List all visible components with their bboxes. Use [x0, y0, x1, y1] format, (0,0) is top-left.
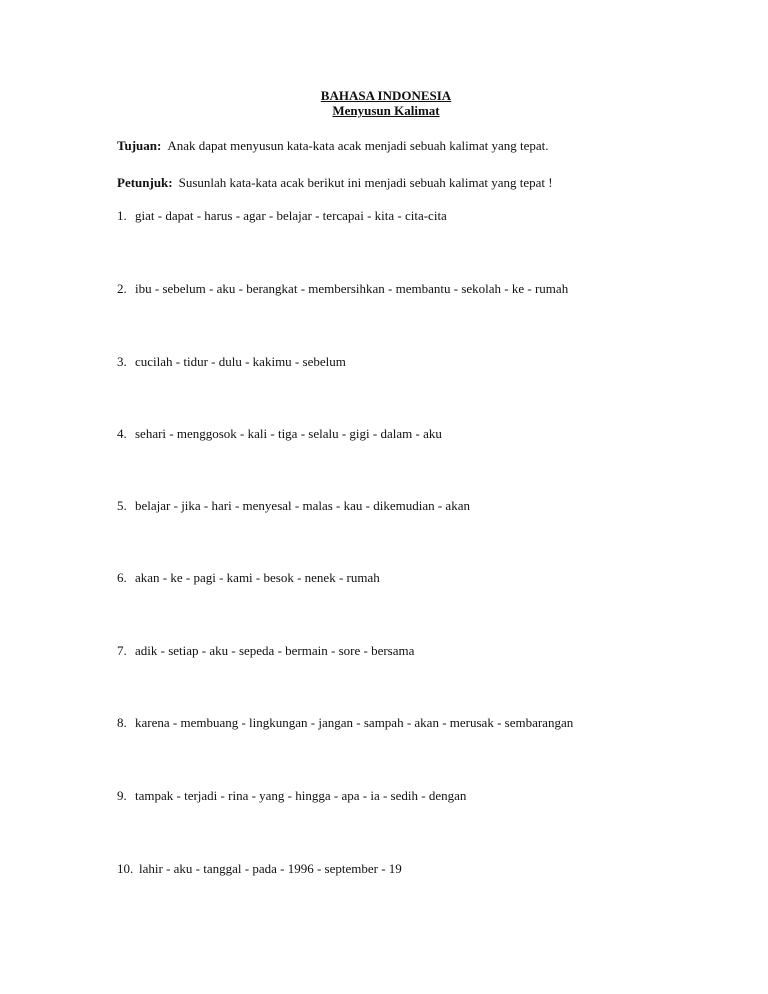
list-item	[117, 208, 447, 223]
item-number: 1.	[117, 208, 127, 223]
document-subtitle: Menyusun Kalimat	[332, 103, 440, 118]
petunjuk-text: Susunlah kata-kata acak berikut ini menjadi sebuah kalimat yang tepat !	[178, 175, 553, 190]
item-words: tampak - terjadi - rina - yang - hingga - apa - ia - sedih - dengan	[135, 788, 467, 803]
item-number: 7.	[117, 643, 127, 658]
list-item	[117, 788, 466, 803]
item-number: 2.	[117, 281, 127, 296]
item-words: adik - setiap - aku - sepeda - bermain - sore - bersama	[135, 643, 415, 658]
item-number: 10.	[117, 861, 134, 876]
list-item	[117, 715, 573, 730]
document-title: BAHASA INDONESIA	[320, 88, 452, 103]
list-item	[117, 426, 442, 441]
item-number: 6.	[117, 570, 127, 585]
item-number: 4.	[117, 426, 127, 441]
tujuan-label: Tujuan:	[117, 138, 162, 153]
list-item	[117, 643, 414, 658]
item-number: 5.	[117, 498, 127, 513]
list-item	[117, 281, 568, 296]
petunjuk-line	[117, 175, 553, 190]
list-item	[117, 570, 380, 585]
item-words: karena - membuang - lingkungan - jangan - sampah - akan - merusak - sembarangan	[135, 715, 574, 730]
item-words: sehari - menggosok - kali - tiga - selalu - gigi - dalam - aku	[135, 426, 442, 441]
item-number: 9.	[117, 788, 127, 803]
list-item	[117, 354, 346, 369]
list-item	[117, 861, 402, 876]
item-words: belajar - jika - hari - menyesal - malas - kau - dikemudian - akan	[135, 498, 470, 513]
petunjuk-label: Petunjuk:	[117, 175, 173, 190]
item-number: 8.	[117, 715, 127, 730]
item-words: giat - dapat - harus - agar - belajar - tercapai - kita - cita-cita	[135, 208, 447, 223]
tujuan-text: Anak dapat menyusun kata-kata acak menjadi sebuah kalimat yang tepat.	[167, 138, 549, 153]
item-words: akan - ke - pagi - kami - besok - nenek - rumah	[135, 570, 380, 585]
list-item	[117, 498, 470, 513]
item-words: cucilah - tidur - dulu - kakimu - sebelum	[135, 354, 346, 369]
tujuan-line	[117, 138, 549, 153]
item-words: lahir - aku - tanggal - pada - 1996 - september - 19	[139, 861, 402, 876]
item-words: ibu - sebelum - aku - berangkat - membersihkan - membantu - sekolah - ke - rumah	[135, 281, 569, 296]
item-number: 3.	[117, 354, 127, 369]
